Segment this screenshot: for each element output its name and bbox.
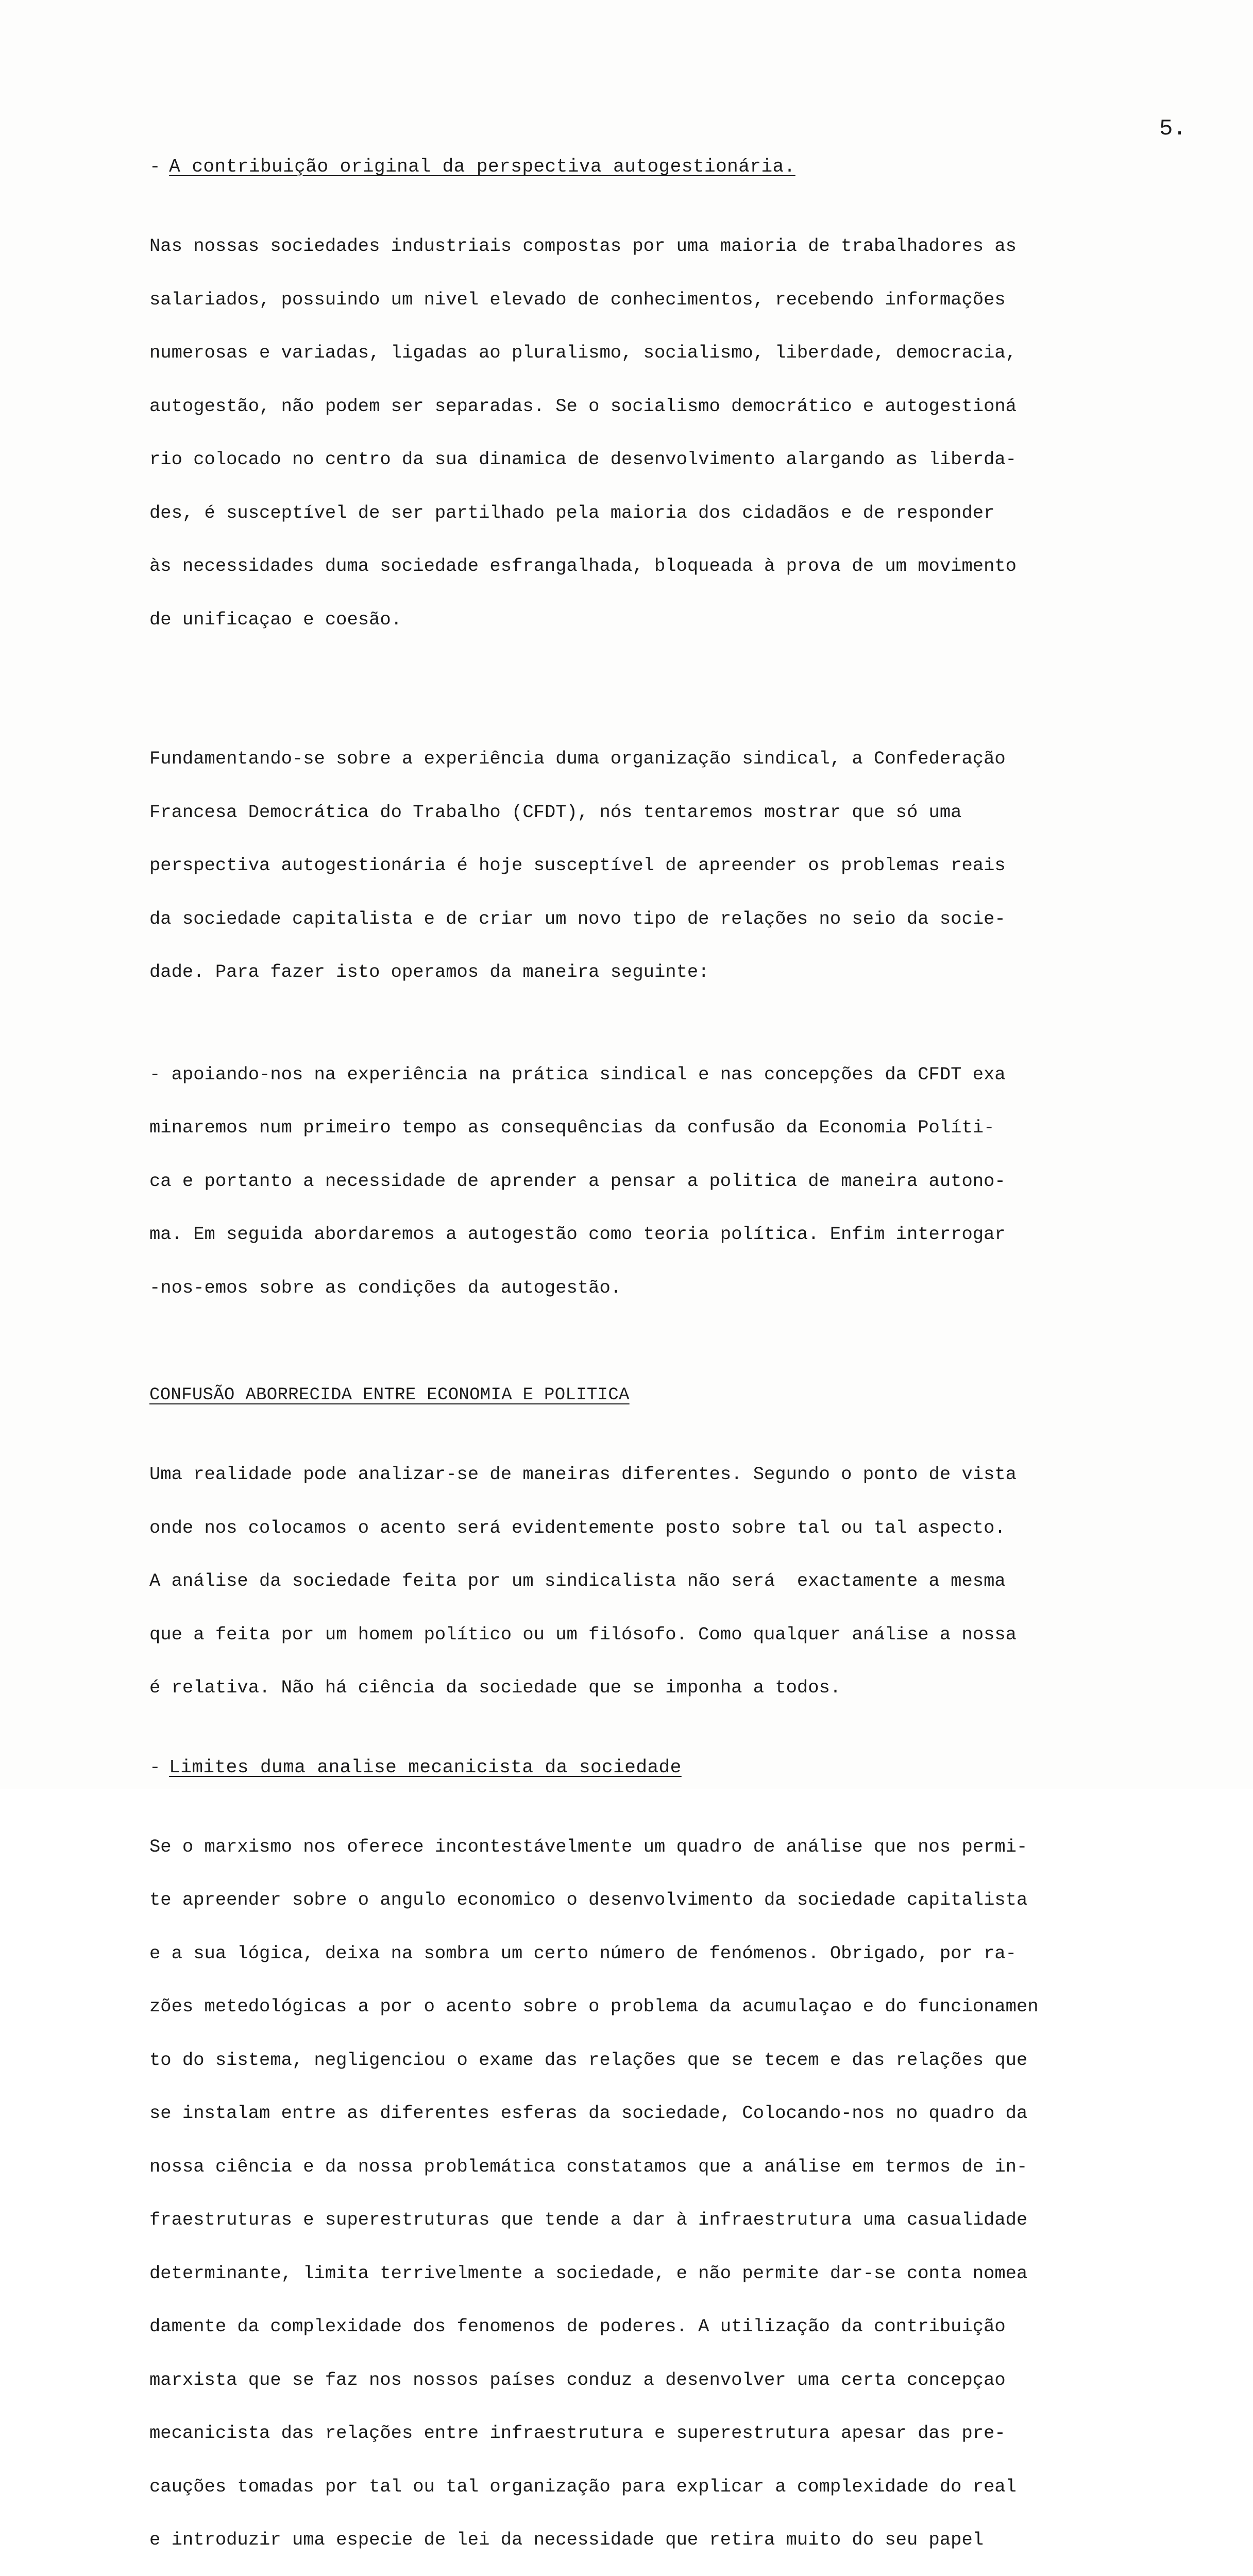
heading-dash: -	[149, 1755, 161, 1780]
section-heading-confusao: CONFUSÃO ABORRECIDA ENTRE ECONOMIA E POLITICA	[149, 1383, 1159, 1408]
text-line: te apreender sobre o angulo economico o desenvolvimento da sociedade capitalista	[149, 1891, 1159, 1909]
text-line: dade. Para fazer isto operamos da maneira seguinte:	[149, 963, 1159, 981]
text-line: Uma realidade pode analizar-se de maneiras diferentes. Segundo o ponto de vista	[149, 1466, 1159, 1484]
text-line: minaremos num primeiro tempo as consequências da confusão da Economia Políti-	[149, 1119, 1159, 1137]
text-line: às necessidades duma sociedade esfrangalhada, bloqueada à prova de um movimento	[149, 557, 1159, 575]
text-line: ma. Em seguida abordaremos a autogestão como teoria política. Enfim interrogar	[149, 1226, 1159, 1244]
text-line: se instalam entre as diferentes esferas da sociedade, Colocando-nos no quadro da	[149, 2105, 1159, 2123]
paragraph-5	[149, 1803, 1159, 2576]
text-line: salariados, possuindo um nivel elevado de conhecimentos, recebendo informações	[149, 291, 1159, 309]
text-line: rio colocado no centro da sua dinamica de desenvolvimento alargando as liberda-	[149, 451, 1159, 469]
text-line: marxista que se faz nos nossos países conduz a desenvolver uma certa concepçao	[149, 2371, 1159, 2389]
document-body	[149, 155, 1159, 2576]
text-line: autogestão, não podem ser separadas. Se o socialismo democrático e autogestioná	[149, 398, 1159, 416]
text-line: fraestruturas e superestruturas que tende a dar à infraestrutura uma casualidade	[149, 2211, 1159, 2229]
text-line: mecanicista das relações entre infraestrutura e superestrutura apesar das pre-	[149, 2425, 1159, 2443]
text-line: damente da complexidade dos fenomenos de poderes. A utilização da contribuição	[149, 2318, 1159, 2336]
text-line: Fundamentando-se sobre a experiência duma organização sindical, a Confederação	[149, 750, 1159, 768]
text-line: que a feita por um homem político ou um filósofo. Como qualquer análise a nossa	[149, 1626, 1159, 1644]
page-number: 5.	[1159, 117, 1187, 140]
text-line: nossa ciência e da nossa problemática constatamos que a análise em termos de in-	[149, 2158, 1159, 2176]
heading-text: A contribuição original da perspectiva autogestionária.	[169, 156, 795, 177]
paragraph-4	[149, 1430, 1159, 1733]
heading-text: Limites duma analise mecanicista da sociedade	[169, 1757, 682, 1778]
paragraph-1	[149, 202, 1159, 664]
text-line: A análise da sociedade feita por um sindicalista não será exactamente a mesma	[149, 1572, 1159, 1590]
text-line: -nos-emos sobre as condições da autogestão.	[149, 1279, 1159, 1297]
text-line: des, é susceptível de ser partilhado pela maioria dos cidadãos e de responder	[149, 504, 1159, 522]
text-line: Se o marxismo nos oferece incontestávelmente um quadro de análise que nos permi-	[149, 1838, 1159, 1856]
section-heading-contribuicao	[149, 155, 1159, 179]
text-line: Nas nossas sociedades industriais compostas por uma maioria de trabalhadores as	[149, 238, 1159, 256]
text-line: cauções tomadas por tal ou tal organização para explicar a complexidade do real	[149, 2478, 1159, 2496]
text-line: e introduzir uma especie de lei da necessidade que retira muito do seu papel	[149, 2531, 1159, 2549]
text-line: da sociedade capitalista e de criar um novo tipo de relações no seio da socie-	[149, 910, 1159, 928]
text-line: Francesa Democrática do Trabalho (CFDT), nós tentaremos mostrar que só uma	[149, 804, 1159, 822]
text-line: ca e portanto a necessidade de aprender a pensar a politica de maneira autono-	[149, 1173, 1159, 1191]
text-line: é relativa. Não há ciência da sociedade que se imponha a todos.	[149, 1679, 1159, 1697]
text-line: - apoiando-nos na experiência na prática sindical e nas concepções da CFDT exa	[149, 1066, 1159, 1084]
paragraph-2	[149, 715, 1159, 1017]
text-line: perspectiva autogestionária é hoje susceptível de apreender os problemas reais	[149, 857, 1159, 875]
section-heading-limites	[149, 1755, 1159, 1780]
text-line: numerosas e variadas, ligadas ao pluralismo, socialismo, liberdade, democracia,	[149, 344, 1159, 362]
heading-dash: -	[149, 155, 161, 179]
text-line: determinante, limita terrivelmente a sociedade, e não permite dar-se conta nomea	[149, 2265, 1159, 2283]
text-line: de unificaçao e coesão.	[149, 611, 1159, 629]
text-line: onde nos colocamos o acento será evidentemente posto sobre tal ou tal aspecto.	[149, 1519, 1159, 1537]
paragraph-3	[149, 1030, 1159, 1333]
text-line: zões metedológicas a por o acento sobre o problema da acumulaçao e do funcionamen	[149, 1998, 1159, 2016]
text-line: to do sistema, negligenciou o exame das relações que se tecem e das relações que	[149, 2052, 1159, 2070]
text-line: e a sua lógica, deixa na sombra um certo número de fenómenos. Obrigado, por ra-	[149, 1945, 1159, 1963]
